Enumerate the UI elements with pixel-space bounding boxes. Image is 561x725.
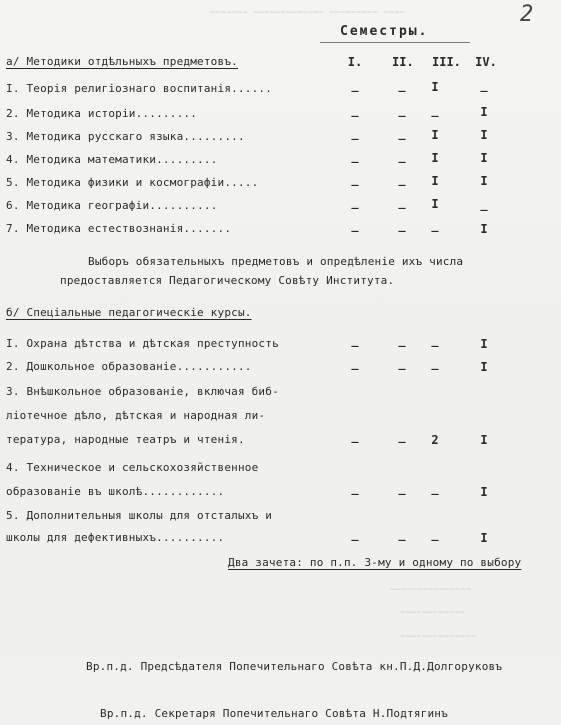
semester-cell: _	[351, 78, 359, 92]
section-b-row-label: 4. Техническое и сельскохозяйственное	[6, 461, 259, 474]
semester-cell: _	[431, 481, 439, 495]
semester-cell: _	[431, 333, 439, 347]
semester-cell: _	[351, 356, 359, 370]
semester-cell: _	[351, 333, 359, 347]
semester-cell: I	[431, 197, 439, 211]
semester-cell: I	[480, 337, 488, 351]
bleed-through-text: ~~~~~~~~~~~~~~	[400, 632, 476, 642]
column-header-4: IV.	[475, 55, 497, 69]
column-header-2: II.	[392, 55, 414, 69]
semester-cell: I	[480, 360, 488, 374]
section-a-row-label: 3. Методика русскаго языка.........	[6, 130, 245, 143]
bleed-through-text: ~~~~~~~~~~~~~~~	[390, 585, 472, 595]
semester-cell: I	[431, 151, 439, 165]
section-a-note-line1: Выборъ обязательныхъ предметовъ и опредѣленіе ихъ числа	[88, 255, 464, 268]
semester-cell: _	[480, 78, 488, 92]
bleed-through-text: ~~~~~~~~~~~~	[400, 608, 466, 618]
semester-cell: _	[398, 527, 406, 541]
semester-cell: _	[431, 103, 439, 117]
semesters-heading: Семестры.	[340, 24, 429, 39]
semester-cell: _	[351, 103, 359, 117]
semester-cell: I	[480, 174, 488, 188]
section-a-row-label: 2. Методика исторіи.........	[6, 107, 198, 120]
semester-cell: _	[398, 149, 406, 163]
page-number: 2	[520, 2, 534, 27]
section-a-note-line2: предоставляется Педагогическому Совѣту Института.	[60, 274, 395, 287]
semester-cell: _	[351, 195, 359, 209]
semester-cell: _	[480, 197, 488, 211]
semester-cell: I	[480, 151, 488, 165]
semester-cell: _	[398, 429, 406, 443]
semester-cell: I	[480, 531, 488, 545]
semester-cell: _	[398, 172, 406, 186]
semester-cell: _	[351, 126, 359, 140]
semester-cell: _	[351, 429, 359, 443]
section-b-row-label: тература, народные театръ и чтенія.	[6, 433, 245, 446]
section-a-row-label: I. Теорія религіознаго воспитанія......	[6, 82, 273, 95]
section-b-row-label: 5. Дополнительныя школы для отсталыхъ и	[6, 509, 273, 522]
semester-cell: _	[351, 481, 359, 495]
semester-cell: _	[351, 149, 359, 163]
credits-footnote: Два зачета: по п.п. 3-му и одному по выбору	[228, 556, 522, 569]
semester-cell: _	[398, 356, 406, 370]
signature-chairman: Вр.п.д. Предсѣдателя Попечительнаго Совѣта кн.П.Д.Долгоруковъ	[86, 660, 503, 673]
section-b-row-label: 2. Дошкольное образованіе...........	[6, 360, 252, 373]
semester-cell: _	[398, 218, 406, 232]
section-a-row-label: 4. Методика математики.........	[6, 153, 218, 166]
section-b-row-label: школы для дефективныхъ..........	[6, 531, 225, 544]
section-b-row-label: ліотечное дѣло, дѣтская и народная ли-	[6, 409, 266, 422]
section-a-row-label: 5. Методика физики и космографіи.....	[6, 176, 259, 189]
section-b-row-label: I. Охрана дѣтства и дѣтская преступность	[6, 337, 279, 350]
semester-cell: I	[480, 485, 488, 499]
bleed-through-text: ~~~~~~~ ~~~~~~~~~~~~~ ~~~~~~~~~ ~~~~	[210, 8, 406, 18]
semester-cell: _	[398, 333, 406, 347]
semester-cell: _	[398, 103, 406, 117]
semester-cell: _	[398, 195, 406, 209]
semester-cell: 2	[431, 433, 439, 447]
signature-secretary: Вр.п.д. Секретаря Попечительнаго Совѣта Н.Подтягинъ	[100, 707, 448, 720]
column-header-3: III.	[432, 55, 461, 69]
semester-cell: I	[480, 433, 488, 447]
semester-cell: _	[398, 126, 406, 140]
semester-cell: _	[398, 481, 406, 495]
semester-cell: _	[351, 527, 359, 541]
semester-cell: _	[431, 356, 439, 370]
section-b-row-label: 3. Внѣшкольное образованіе, включая биб-	[6, 385, 279, 398]
semester-cell: _	[431, 218, 439, 232]
semester-cell: _	[431, 527, 439, 541]
semester-cell: I	[431, 80, 439, 94]
section-a-row-label: 7. Методика естествознанія.......	[6, 222, 232, 235]
semesters-underline	[320, 42, 470, 43]
section-b-row-label: образованіе въ школѣ............	[6, 485, 225, 498]
semester-cell: _	[398, 78, 406, 92]
section-a-row-label: 6. Методика географіи..........	[6, 199, 218, 212]
semester-cell: _	[351, 218, 359, 232]
semester-cell: _	[351, 172, 359, 186]
column-header-1: I.	[347, 55, 363, 69]
semester-cell: I	[431, 128, 439, 142]
semester-cell: I	[480, 105, 488, 119]
semester-cell: I	[480, 222, 488, 236]
section-b-title: б/ Спеціальные педагогическіе курсы.	[6, 306, 252, 319]
section-a-title: а/ Методики отдѣльныхъ предметовъ.	[6, 55, 238, 68]
semester-cell: I	[480, 128, 488, 142]
semester-cell: I	[431, 174, 439, 188]
